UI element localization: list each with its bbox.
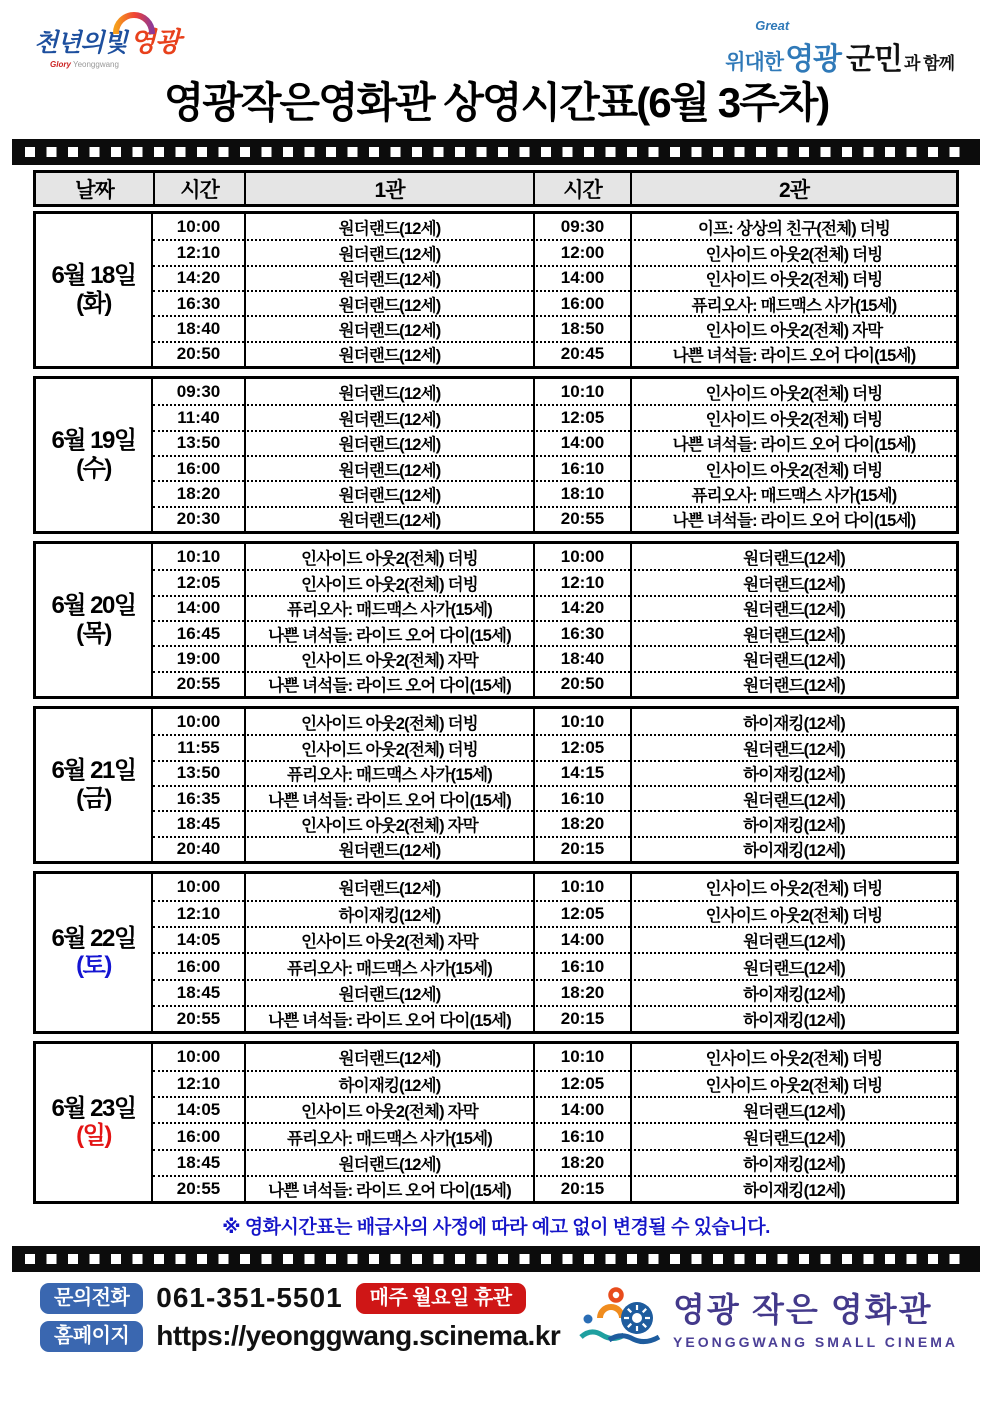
date-label: 6월 19일 [51,427,136,455]
sun-arc-icon [112,6,156,34]
showtime-screen2: 18:50 [533,315,630,340]
showtime-screen2: 12:05 [533,900,630,926]
showtime-screen1: 16:00 [153,455,244,480]
movie-screen1: 인사이드 아웃2(전체) 더빙 [244,544,533,569]
column-header-date: 날짜 [75,178,114,202]
showtime-screen1: 18:40 [153,315,244,340]
movie-screen2: 원더랜드(12세) [630,595,956,620]
movie-screen2: 원더랜드(12세) [630,645,956,670]
movie-screen1: 퓨리오사: 매드맥스 사가(15세) [244,595,533,620]
movie-screen2: 나쁜 녀석들: 라이드 오어 다이(15세) [630,341,956,366]
phone-row [40,1282,560,1314]
column-header-screen2: 2관 [630,173,956,204]
slogan-together: 과 함께 [904,54,954,73]
movie-screen2: 하이재킹(12세) [630,810,956,835]
movie-screen1: 하이재킹(12세) [244,900,533,926]
showtime-screen2: 18:40 [533,645,630,670]
day-label: (목) [76,620,111,647]
contact-info [40,1282,560,1358]
showtime-screen2: 10:10 [533,874,630,900]
date-label: 6월 21일 [51,757,136,785]
showtime-screen1: 13:50 [153,760,244,785]
cinema-logo-text [673,1284,958,1350]
date-label: 6월 18일 [51,262,136,290]
day-label: (토) [76,952,111,980]
showtime-screen2: 20:15 [533,836,630,861]
showtime-screen1: 10:00 [176,216,221,236]
page-title: 영광작은영화관 상영시간표(6월 3주차) [163,79,829,126]
showtime-screen1: 12:05 [153,569,244,594]
movie-screen1: 인사이드 아웃2(전체) 자막 [244,645,533,670]
movie-screen2: 인사이드 아웃2(전체) 더빙 [630,379,956,404]
showtime-screen1: 14:20 [153,265,244,290]
showtime-screen2: 16:30 [533,620,630,645]
movie-screen1: 나쁜 녀석들: 라이드 오어 다이(15세) [244,785,533,810]
showtime-screen2: 18:20 [533,810,630,835]
showtime-screen1: 12:10 [153,239,244,264]
showtime-screen1: 18:45 [153,810,244,835]
showtime-screen2: 20:15 [533,1175,630,1201]
movie-screen2: 인사이드 아웃2(전체) 더빙 [630,239,956,264]
showtime-screen2: 12:05 [533,404,630,429]
movie-screen1: 원더랜드(12세) [244,214,533,239]
showtime-screen1: 18:45 [153,979,244,1005]
movie-screen2: 인사이드 아웃2(전체) 자막 [630,315,956,340]
day-label: (화) [76,290,111,317]
movie-screen2: 인사이드 아웃2(전체) 더빙 [630,1070,956,1096]
showtime-screen2: 09:30 [533,214,630,239]
movie-screen2: 원더랜드(12세) [630,952,956,978]
film-strip-bottom [12,1246,980,1272]
schedule-blocks [33,211,959,1204]
showtime-screen2: 18:10 [533,480,630,505]
table-header-row [33,170,959,207]
movie-screen2: 나쁜 녀석들: 라이드 오어 다이(15세) [630,506,956,531]
date-label: 6월 23일 [51,1094,136,1122]
schedule-block [33,1041,959,1204]
showtime-screen2: 12:10 [533,569,630,594]
slogan-gunmin: 군민 [846,43,902,76]
movie-screen2: 하이재킹(12세) [630,709,956,734]
date-cell [36,1044,153,1201]
closed-monday-badge: 매주 월요일 휴관 [356,1283,526,1314]
showtime-screen1: 14:00 [153,595,244,620]
movie-screen2: 인사이드 아웃2(전체) 더빙 [630,874,956,900]
movie-screen2: 퓨리오사: 매드맥스 사가(15세) [630,480,956,505]
movie-screen2: 인사이드 아웃2(전체) 더빙 [630,404,956,429]
cinema-sun-wave-icon [579,1286,663,1348]
showtime-screen1: 20:55 [153,1175,244,1201]
movie-screen1: 나쁜 녀석들: 라이드 오어 다이(15세) [244,1005,533,1031]
movie-screen2: 원더랜드(12세) [630,544,956,569]
movie-screen2: 원더랜드(12세) [630,926,956,952]
movie-screen2: 하이재킹(12세) [630,760,956,785]
movie-screen1: 퓨리오사: 매드맥스 사가(15세) [244,1122,533,1148]
showtime-screen1: 12:10 [153,900,244,926]
showtime-screen2: 16:10 [533,1122,630,1148]
movie-screen1: 인사이드 아웃2(전체) 자막 [244,1096,533,1122]
header-logos [0,0,992,76]
showtime-screen2: 14:00 [533,926,630,952]
movie-screen2: 원더랜드(12세) [630,1096,956,1122]
logo-text-blue: 천년의빛 [34,29,127,57]
date-label: 6월 20일 [51,592,136,620]
showtime-screen2: 10:10 [533,1044,630,1070]
movie-screen2: 나쁜 녀석들: 라이드 오어 다이(15세) [630,430,956,455]
movie-screen1: 원더랜드(12세) [244,874,533,900]
slogan-yeonggwang: 영광 [785,43,842,76]
movie-screen2: 퓨리오사: 매드맥스 사가(15세) [630,290,956,315]
slogan-widaehan: 위대한 [725,51,784,74]
movie-screen1: 나쁜 녀석들: 라이드 오어 다이(15세) [244,671,533,696]
schedule-block [33,706,959,864]
showtime-screen2: 18:20 [533,1149,630,1175]
showtime-screen2: 14:00 [533,265,630,290]
showtime-screen2: 16:00 [533,290,630,315]
showtime-screen2: 10:10 [533,709,630,734]
day-label: (금) [76,785,111,812]
movie-screen1: 나쁜 녀석들: 라이드 오어 다이(15세) [244,620,533,645]
showtime-screen2: 16:10 [533,785,630,810]
movie-screen1: 인사이드 아웃2(전체) 더빙 [244,569,533,594]
movie-screen1: 원더랜드(12세) [244,265,533,290]
movie-screen1: 원더랜드(12세) [244,290,533,315]
movie-screen2: 원더랜드(12세) [630,620,956,645]
showtime-screen2: 14:20 [533,595,630,620]
showtime-screen2: 20:15 [533,1005,630,1031]
date-cell [36,544,153,696]
showtime-screen1: 10:00 [176,877,221,897]
showtime-screen2: 20:55 [533,506,630,531]
showtime-screen1: 20:55 [153,671,244,696]
movie-screen1: 원더랜드(12세) [244,430,533,455]
movie-screen1: 인사이드 아웃2(전체) 더빙 [244,709,533,734]
movie-screen2: 하이재킹(12세) [630,979,956,1005]
showtime-screen1: 16:00 [153,1122,244,1148]
movie-screen1: 원더랜드(12세) [244,506,533,531]
logo-sub-yeonggwang: Yeonggwang [72,60,119,69]
movie-screen1: 원더랜드(12세) [244,239,533,264]
showtime-screen2: 14:00 [533,430,630,455]
date-cell [36,874,153,1031]
movie-screen1: 원더랜드(12세) [244,1149,533,1175]
schedule-block [33,541,959,699]
showtime-screen1: 20:30 [153,506,244,531]
showtime-screen1: 18:45 [153,1149,244,1175]
showtime-screen1: 12:10 [153,1070,244,1096]
movie-screen2: 원더랜드(12세) [630,671,956,696]
movie-screen1: 원더랜드(12세) [244,1044,533,1070]
movie-screen2: 인사이드 아웃2(전체) 더빙 [630,265,956,290]
date-cell [36,709,153,861]
showtime-screen1: 11:40 [153,404,244,429]
movie-screen1: 원더랜드(12세) [244,480,533,505]
showtime-screen2: 12:05 [533,734,630,759]
showtime-screen2: 20:50 [533,671,630,696]
movie-screen2: 이프: 상상의 친구(전체) 더빙 [630,214,956,239]
film-holes [25,1254,967,1264]
showtime-screen1: 16:30 [153,290,244,315]
movie-screen2: 하이재킹(12세) [630,1175,956,1201]
movie-screen1: 인사이드 아웃2(전체) 자막 [244,926,533,952]
logo-subtext [50,60,180,69]
showtime-screen2: 20:45 [533,341,630,366]
showtime-screen1: 11:55 [153,734,244,759]
movie-screen2: 원더랜드(12세) [630,785,956,810]
date-label: 6월 22일 [51,924,136,952]
showtime-screen2: 14:00 [533,1096,630,1122]
movie-screen2: 하이재킹(12세) [630,1005,956,1031]
showtime-screen2: 16:10 [533,455,630,480]
showtime-screen2: 18:20 [533,979,630,1005]
cinema-name-kr: 영광 작은 영화관 [673,1291,933,1328]
showtime-screen1: 19:00 [153,645,244,670]
movie-screen2: 인사이드 아웃2(전체) 더빙 [630,455,956,480]
showtime-screen1: 16:00 [153,952,244,978]
logo-text-red: 영광 [129,27,180,57]
column-header-time2: 시간 [533,173,630,204]
showtime-screen1: 18:20 [153,480,244,505]
footer [0,1272,992,1358]
showtime-screen1: 13:50 [153,430,244,455]
movie-screen2: 인사이드 아웃2(전체) 더빙 [630,900,956,926]
film-holes [25,147,967,157]
cinema-logo [579,1284,958,1350]
showtime-screen2: 12:05 [533,1070,630,1096]
movie-screen2: 인사이드 아웃2(전체) 더빙 [630,1044,956,1070]
movie-screen2: 원더랜드(12세) [630,1122,956,1148]
showtime-screen1: 09:30 [176,381,221,401]
showtime-screen2: 14:15 [533,760,630,785]
cinema-name-en: YEONGGWANG SMALL CINEMA [673,1334,958,1350]
movie-screen1: 원더랜드(12세) [244,379,533,404]
film-strip-top [12,139,980,165]
movie-screen1: 인사이드 아웃2(전체) 더빙 [244,734,533,759]
showtime-screen2: 10:10 [533,379,630,404]
showtime-screen1: 20:50 [153,341,244,366]
day-label: (일) [76,1122,111,1150]
phone-label-badge: 문의전화 [40,1283,143,1314]
movie-screen2: 하이재킹(12세) [630,836,956,861]
column-header-time1: 시간 [153,173,244,204]
showtime-screen1: 10:00 [176,711,221,731]
movie-screen1: 원더랜드(12세) [244,315,533,340]
glory-yeonggwang-logo [34,20,180,69]
schedule-block [33,376,959,534]
movie-screen1: 원더랜드(12세) [244,979,533,1005]
showtime-screen1: 10:10 [176,546,221,566]
phone-number: 061-351-5501 [156,1282,343,1313]
showtime-screen2: 12:00 [533,239,630,264]
movie-screen1: 퓨리오사: 매드맥스 사가(15세) [244,760,533,785]
schedule-table [33,170,959,1204]
movie-screen2: 원더랜드(12세) [630,569,956,594]
movie-screen1: 퓨리오사: 매드맥스 사가(15세) [244,952,533,978]
showtime-screen1: 14:05 [153,926,244,952]
county-slogan-logo [725,20,954,78]
showtime-screen1: 16:35 [153,785,244,810]
showtime-screen1: 20:55 [153,1005,244,1031]
movie-screen2: 하이재킹(12세) [630,1149,956,1175]
showtime-screen2: 16:10 [533,952,630,978]
movie-screen1: 나쁜 녀석들: 라이드 오어 다이(15세) [244,1175,533,1201]
showtime-screen1: 10:00 [176,1047,221,1067]
day-label: (수) [76,455,111,482]
movie-screen1: 하이재킹(12세) [244,1070,533,1096]
schedule-block [33,211,959,369]
column-header-screen1: 1관 [244,173,533,204]
logo-sub-glory: Glory [50,60,71,69]
schedule-block [33,871,959,1034]
notice-text: ※ 영화시간표는 배급사의 사정에 따라 예고 없이 변경될 수 있습니다. [222,1217,770,1238]
movie-screen1: 원더랜드(12세) [244,836,533,861]
movie-screen1: 원더랜드(12세) [244,404,533,429]
homepage-url[interactable]: https://yeonggwang.scinema.kr [156,1320,561,1351]
homepage-row [40,1320,560,1352]
slogan-great: Great [755,18,790,33]
showtime-screen1: 14:05 [153,1096,244,1122]
movie-screen1: 원더랜드(12세) [244,455,533,480]
movie-screen1: 인사이드 아웃2(전체) 자막 [244,810,533,835]
date-cell [36,379,153,531]
showtime-screen1: 20:40 [153,836,244,861]
movie-screen1: 원더랜드(12세) [244,341,533,366]
showtime-screen2: 10:00 [533,544,630,569]
date-cell [36,214,153,366]
glory-logo-text [34,20,180,59]
movie-screen2: 원더랜드(12세) [630,734,956,759]
homepage-label-badge: 홈페이지 [40,1321,143,1352]
showtime-screen1: 16:45 [153,620,244,645]
